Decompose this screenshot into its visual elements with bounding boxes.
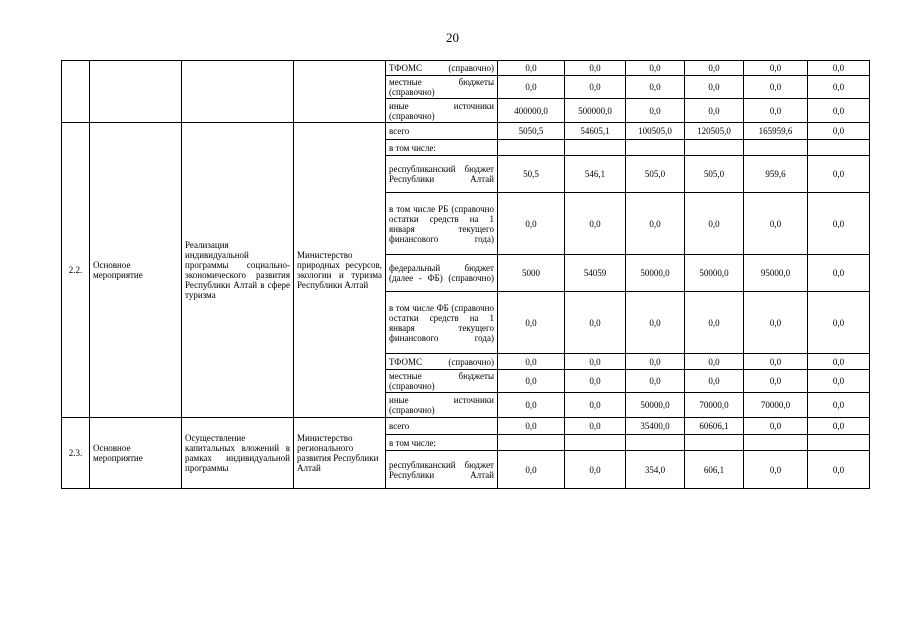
value-cell: 5050,5: [498, 123, 565, 140]
value-cell: 0,0: [498, 393, 565, 418]
value-cell: 959,6: [744, 156, 808, 193]
value-cell: [685, 140, 744, 156]
value-cell: 0,0: [685, 61, 744, 76]
value-cell: 0,0: [626, 76, 685, 99]
value-cell: 546,1: [565, 156, 626, 193]
table-row: [62, 61, 870, 76]
table-row: [62, 123, 870, 140]
value-cell: [685, 435, 744, 451]
value-cell: 0,0: [808, 123, 870, 140]
value-cell: 0,0: [744, 451, 808, 489]
funding-source: иные источники (справочно): [386, 99, 498, 123]
value-cell: 0,0: [565, 76, 626, 99]
value-cell: 0,0: [808, 99, 870, 123]
funding-source: местные бюджеты (справочно): [386, 76, 498, 99]
budget-table: [61, 60, 870, 489]
value-cell: [498, 435, 565, 451]
value-cell: 0,0: [808, 292, 870, 354]
value-cell: [626, 140, 685, 156]
value-cell: 0,0: [626, 61, 685, 76]
empty-cell: [90, 61, 182, 123]
value-cell: 0,0: [626, 354, 685, 370]
value-cell: 0,0: [685, 354, 744, 370]
funding-source: в том числе РБ (справочно остатки средств на 1 января текущего финансового года): [386, 193, 498, 255]
value-cell: 0,0: [565, 292, 626, 354]
funding-source: иные источники (справочно): [386, 393, 498, 418]
empty-cell: [182, 61, 294, 123]
value-cell: 0,0: [498, 451, 565, 489]
value-cell: 60606,1: [685, 418, 744, 435]
value-cell: 0,0: [565, 193, 626, 255]
empty-cell: [62, 61, 90, 123]
value-cell: 0,0: [808, 354, 870, 370]
value-cell: 354,0: [626, 451, 685, 489]
value-cell: 100505,0: [626, 123, 685, 140]
value-cell: 54059: [565, 255, 626, 292]
value-cell: 165959,6: [744, 123, 808, 140]
value-cell: 0,0: [685, 193, 744, 255]
value-cell: 0,0: [685, 99, 744, 123]
funding-source: в том числе:: [386, 140, 498, 156]
value-cell: 0,0: [685, 370, 744, 393]
value-cell: 120505,0: [685, 123, 744, 140]
value-cell: [744, 435, 808, 451]
value-cell: 0,0: [498, 354, 565, 370]
value-cell: 0,0: [685, 76, 744, 99]
value-cell: 0,0: [808, 76, 870, 99]
event-type: Основное мероприятие: [90, 123, 182, 418]
value-cell: 0,0: [498, 292, 565, 354]
value-cell: 0,0: [498, 370, 565, 393]
value-cell: 5000: [498, 255, 565, 292]
value-cell: 95000,0: [744, 255, 808, 292]
value-cell: 0,0: [808, 156, 870, 193]
value-cell: [744, 140, 808, 156]
event-type: Основное мероприятие: [90, 418, 182, 489]
value-cell: 0,0: [565, 370, 626, 393]
value-cell: 70000,0: [685, 393, 744, 418]
funding-source: всего: [386, 123, 498, 140]
value-cell: 0,0: [685, 292, 744, 354]
value-cell: 50000,0: [626, 393, 685, 418]
table-row: [62, 418, 870, 435]
value-cell: 500000,0: [565, 99, 626, 123]
value-cell: 0,0: [498, 76, 565, 99]
funding-source: ТФОМС (справочно): [386, 354, 498, 370]
value-cell: 0,0: [744, 354, 808, 370]
value-cell: 0,0: [808, 370, 870, 393]
value-cell: 54605,1: [565, 123, 626, 140]
value-cell: 0,0: [565, 418, 626, 435]
value-cell: 50000,0: [685, 255, 744, 292]
value-cell: 0,0: [626, 193, 685, 255]
value-cell: 505,0: [685, 156, 744, 193]
value-cell: 0,0: [565, 451, 626, 489]
empty-cell: [294, 61, 386, 123]
value-cell: 505,0: [626, 156, 685, 193]
value-cell: 0,0: [744, 292, 808, 354]
value-cell: 0,0: [626, 99, 685, 123]
value-cell: 0,0: [626, 370, 685, 393]
value-cell: 0,0: [744, 370, 808, 393]
value-cell: [626, 435, 685, 451]
value-cell: 0,0: [808, 418, 870, 435]
value-cell: 0,0: [498, 418, 565, 435]
value-cell: 0,0: [744, 61, 808, 76]
value-cell: 0,0: [565, 354, 626, 370]
value-cell: 0,0: [808, 451, 870, 489]
value-cell: 0,0: [498, 193, 565, 255]
funding-source: ТФОМС (справочно): [386, 61, 498, 76]
value-cell: 0,0: [565, 393, 626, 418]
value-cell: 50,5: [498, 156, 565, 193]
value-cell: 0,0: [744, 193, 808, 255]
value-cell: 50000,0: [626, 255, 685, 292]
value-cell: [565, 140, 626, 156]
event-executor: Министерство природных ресурсов, экологии и туризма Республики Алтай: [294, 123, 386, 418]
funding-source: местные бюджеты (справочно): [386, 370, 498, 393]
funding-source: республиканский бюджет Республики Алтай: [386, 156, 498, 193]
funding-source: федеральный бюджет (далее - ФБ) (справочно): [386, 255, 498, 292]
value-cell: [565, 435, 626, 451]
value-cell: 0,0: [744, 99, 808, 123]
value-cell: 400000,0: [498, 99, 565, 123]
value-cell: 0,0: [565, 61, 626, 76]
page-number: 20: [446, 30, 459, 45]
funding-source: всего: [386, 418, 498, 435]
value-cell: 0,0: [808, 255, 870, 292]
value-cell: [808, 140, 870, 156]
funding-source: республиканский бюджет Республики Алтай: [386, 451, 498, 489]
value-cell: 70000,0: [744, 393, 808, 418]
value-cell: 0,0: [808, 393, 870, 418]
value-cell: 0,0: [744, 76, 808, 99]
funding-source: в том числе:: [386, 435, 498, 451]
value-cell: 0,0: [808, 193, 870, 255]
value-cell: 0,0: [498, 61, 565, 76]
event-number: 2.3.: [62, 418, 90, 489]
value-cell: 35400,0: [626, 418, 685, 435]
event-executor: Министерство регионального развития Республики Алтай: [294, 418, 386, 489]
value-cell: [808, 435, 870, 451]
value-cell: 0,0: [808, 61, 870, 76]
value-cell: 0,0: [626, 292, 685, 354]
event-name: Реализация индивидуальной программы социально-экономического развития Республики Алтай в сфере туризма: [182, 123, 294, 418]
event-name: Осуществление капитальных вложений в рамках индивидуальной программы: [182, 418, 294, 489]
event-number: 2.2.: [62, 123, 90, 418]
value-cell: 606,1: [685, 451, 744, 489]
funding-source: в том числе ФБ (справочно остатки средств на 1 января текущего финансового года): [386, 292, 498, 354]
value-cell: [498, 140, 565, 156]
value-cell: 0,0: [744, 418, 808, 435]
